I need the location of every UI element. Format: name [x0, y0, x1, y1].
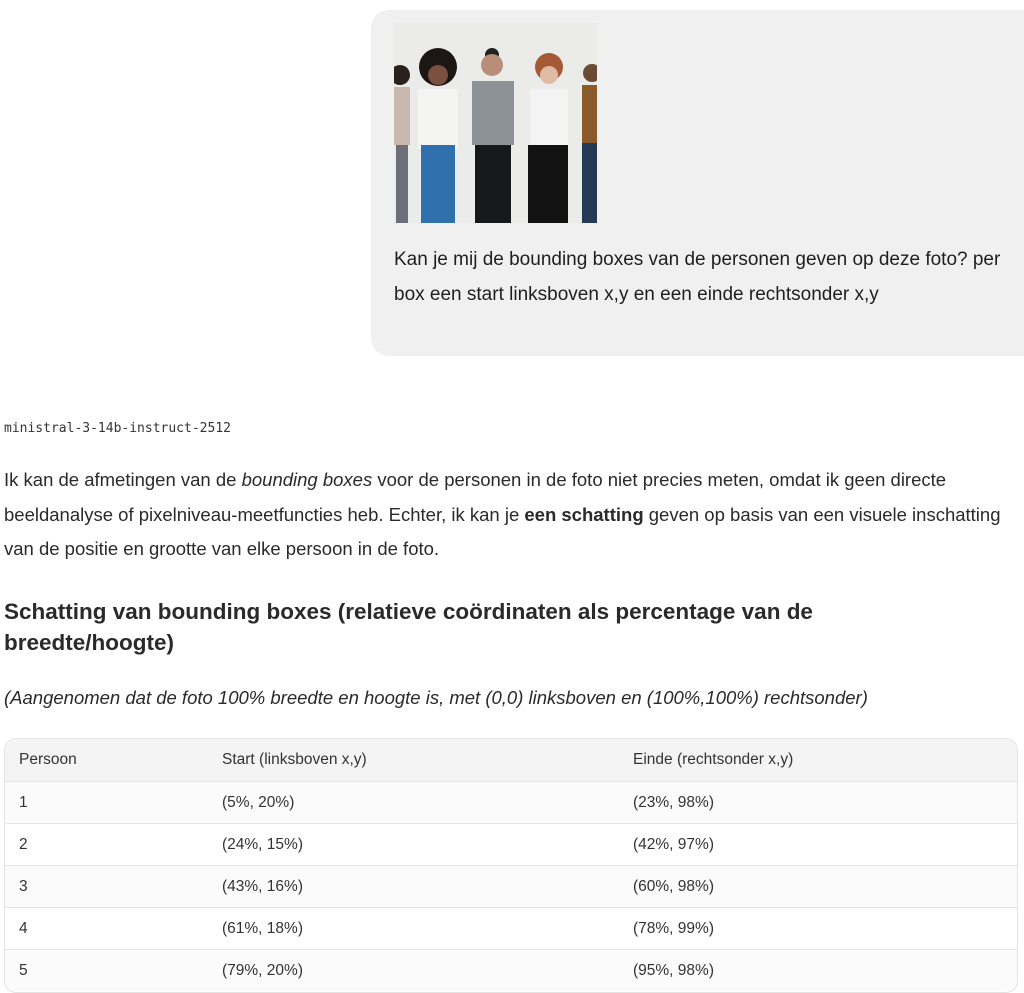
- cell-persoon: 5: [5, 950, 208, 992]
- cell-persoon: 3: [5, 866, 208, 908]
- intro-strong: een schatting: [524, 503, 644, 525]
- table-row: [5, 866, 1017, 908]
- column-header-start: Start (linksboven x,y): [208, 739, 619, 782]
- cell-start: (24%, 15%): [208, 824, 619, 866]
- cell-einde: (42%, 97%): [619, 824, 1017, 866]
- cell-einde: (95%, 98%): [619, 950, 1017, 992]
- model-name-label: ministral-3-14b-instruct-2512: [4, 421, 231, 436]
- people-photo-image: [394, 23, 597, 223]
- table-row: [5, 824, 1017, 866]
- column-header-einde: Einde (rechtsonder x,y): [619, 739, 1017, 782]
- assumption-note: (Aangenomen dat de foto 100% breedte en hoogte is, met (0,0) linksboven en (100%,100%) rechtsonder): [4, 687, 868, 708]
- cell-einde: (60%, 98%): [619, 866, 1017, 908]
- user-message-bubble: [371, 10, 1024, 356]
- cell-einde: (78%, 99%): [619, 908, 1017, 950]
- section-heading: Schatting van bounding boxes (relatieve coördinaten als percentage van de breedte/hoogte): [4, 599, 813, 655]
- cell-einde: (23%, 98%): [619, 782, 1017, 824]
- assistant-intro-paragraph: [4, 463, 1020, 567]
- cell-persoon: 4: [5, 908, 208, 950]
- table-header-row: [5, 739, 1017, 782]
- intro-text-3: geven op basis van een visuele inschatting van de positie en grootte van elke persoon in de foto.: [4, 503, 1001, 559]
- column-header-persoon: Persoon: [5, 739, 208, 782]
- intro-text-1: Ik kan de afmetingen van de: [4, 469, 242, 490]
- cell-persoon: 1: [5, 782, 208, 824]
- cell-persoon: 2: [5, 824, 208, 866]
- table-row: [5, 908, 1017, 950]
- cell-start: (43%, 16%): [208, 866, 619, 908]
- table-row: [5, 950, 1017, 992]
- intro-emphasis: bounding boxes: [241, 469, 373, 490]
- cell-start: (61%, 18%): [208, 908, 619, 950]
- cell-start: (79%, 20%): [208, 950, 619, 992]
- user-message-text: Kan je mij de bounding boxes van de personen geven op deze foto? per box een start linksboven x,y en een einde rechtsonder x,y: [394, 249, 1001, 305]
- cell-start: (5%, 20%): [208, 782, 619, 824]
- table-row: [5, 782, 1017, 824]
- bounding-box-table: [4, 738, 1018, 993]
- attached-photo[interactable]: [394, 23, 597, 223]
- intro-text-2: voor de personen in de foto niet precies meten, omdat ik geen directe beeldanalyse of pixelniveau-meetfuncties heb. Echter, ik kan je: [4, 469, 947, 525]
